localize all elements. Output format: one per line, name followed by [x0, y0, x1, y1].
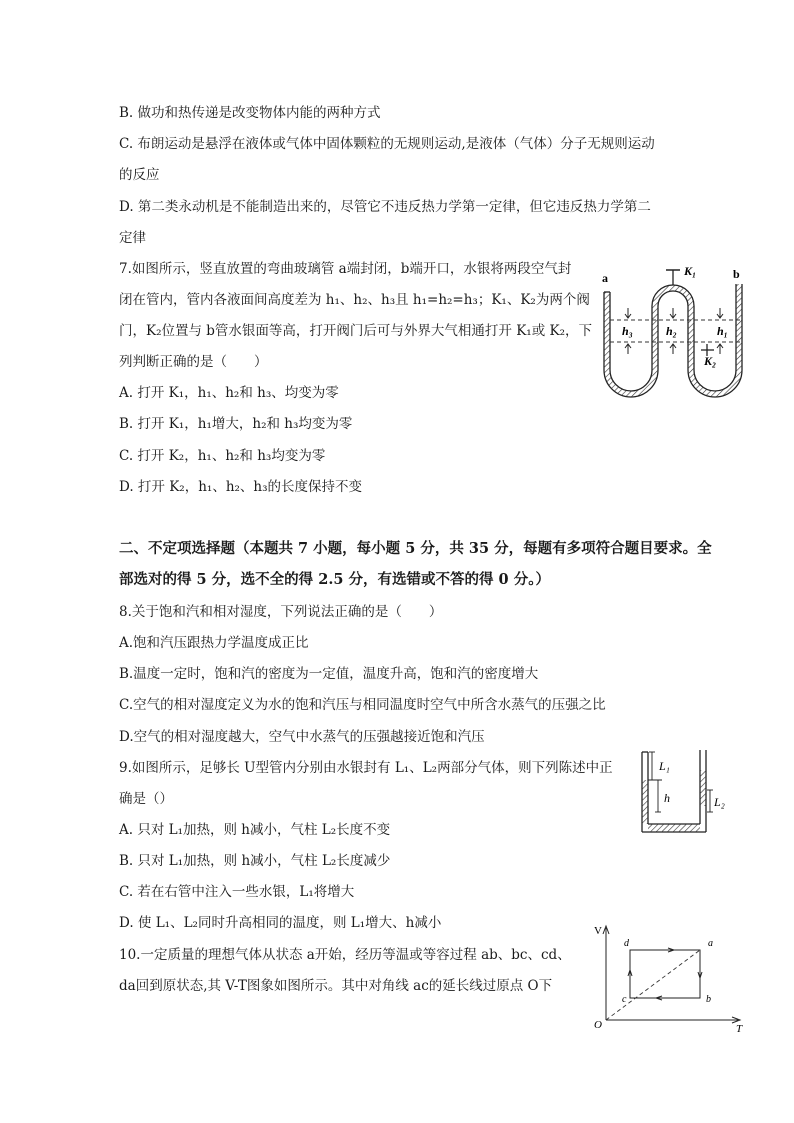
section2-title-line1: 二、不定项选择题（本题共 7 小题，每小题 5 分，共 35 分，每题有多项符合题目要求。全: [119, 540, 712, 557]
cycle-rect: [630, 950, 700, 998]
q6-option-d-line1: D. 第二类永动机是不能制造出来的，尽管它不违反热力学第一定律，但它违反热力学第二: [119, 199, 651, 215]
hatch-right-wall: [736, 284, 742, 370]
label-l1: L₁: [659, 759, 670, 773]
q10-stem-line2: da回到原状态,其 V-T图象如图所示。其中对角线 ac的延长线过原点 O下: [119, 978, 553, 994]
q6-option-c-line1: C. 布朗运动是悬浮在液体或气体中固体颗粒的无规则运动,是液体（气体）分子无规则运动: [119, 136, 655, 152]
label-point-b: b: [706, 994, 711, 1005]
q8-option-a: A.饱和汽压跟热力学温度成正比: [119, 635, 309, 651]
q9-stem-line1: 9.如图所示，足够长 U型管内分别由水银封有 L₁、L₂两部分气体，则下列陈述中正: [119, 760, 613, 776]
hatch-mid-right-wall: [688, 306, 694, 370]
label-h2: h₂: [666, 324, 677, 338]
hatch-bend-right: [688, 370, 742, 397]
q6-option-d-line2: 定律: [119, 230, 146, 246]
u-bottom-hatch: [648, 824, 700, 832]
label-h: h: [664, 791, 670, 805]
q9-option-b: B. 只对 L₁加热，则 h减小，气柱 L₂长度减少: [119, 853, 391, 869]
q8-stem: 8.关于饱和汽和相对湿度，下列说法正确的是（ ）: [119, 604, 443, 620]
label-point-c: c: [622, 994, 627, 1005]
label-h3: h₃: [622, 324, 633, 338]
hatch-top-arch: [652, 285, 694, 306]
hatch-left-wall: [604, 292, 610, 370]
q7-option-b: B. 打开 K₁，h₁增大，h₂和 h₃均变为零: [119, 416, 353, 432]
q6-option-b: B. 做功和热传递是改变物体内能的两种方式: [119, 105, 381, 121]
label-k1: K₁: [684, 264, 697, 278]
hatch-mid-left-wall: [652, 306, 658, 370]
arrow-h3-bottom: [625, 344, 631, 354]
label-k2: K₂: [704, 354, 717, 368]
label-t: T: [736, 1023, 743, 1035]
q9-u-tube-figure: [632, 748, 742, 838]
label-v: V: [594, 925, 602, 937]
q9-option-c: C. 若在右管中注入一些水银，L₁将增大: [119, 884, 355, 900]
label-point-d: d: [624, 938, 629, 949]
q9-stem-line2: 确是（）: [119, 791, 173, 807]
q8-option-c: C.空气的相对湿度定义为水的饱和汽压与相同温度时空气中所含水蒸气的压强之比: [119, 697, 606, 713]
arrow-h2-bottom: [670, 344, 676, 354]
q7-stem-line1: 7.如图所示，竖直放置的弯曲玻璃管 a端封闭，b端开口，水银将两段空气封: [119, 261, 572, 277]
label-a: a: [602, 271, 608, 285]
q9-option-a: A. 只对 L₁加热，则 h减小，气柱 L₂长度不变: [119, 822, 391, 838]
diagonal-oa: [606, 950, 700, 1020]
label-h1: h₁: [717, 324, 728, 338]
q10-vt-figure: [590, 920, 750, 1035]
section2-title-line2: 部选对的得 5 分，选不全的得 2.5 分，有选错或不答的得 0 分。）: [119, 571, 550, 588]
arrow-h1-top: [717, 308, 723, 318]
q8-option-b: B.温度一定时，饱和汽的密度为一定值，温度升高，饱和汽的密度增大: [119, 666, 539, 682]
label-o: O: [594, 1019, 602, 1031]
hatch-bend-left: [604, 370, 658, 397]
label-l2: L₂: [714, 795, 725, 809]
u-right-mercury: [700, 770, 706, 806]
q8-option-d: D.空气的相对湿度越大，空气中水蒸气的压强越接近饱和汽压: [119, 729, 485, 745]
q7-stem-line2: 闭在管内，管内各液面间高度差为 h₁、h₂、h₃且 h₁=h₂=h₃；K₁、K₂为两个阀: [119, 292, 590, 308]
q7-stem-line4: 列判断正确的是（ ）: [119, 354, 268, 370]
q7-tube-figure: [596, 262, 756, 412]
label-point-a: a: [708, 938, 713, 949]
arrow-h1-bottom: [717, 344, 723, 354]
u-left-mercury: [642, 780, 648, 824]
q10-stem-line1: 10.一定质量的理想气体从状态 a开始，经历等温或等容过程 ab、bc、cd、: [119, 947, 571, 963]
q7-stem-line3: 门，K₂位置与 b管水银面等高，打开阀门后可与外界大气相通打开 K₁或 K₂，下: [119, 323, 593, 339]
arrow-h3-top: [625, 308, 631, 318]
q9-option-d: D. 使 L₁、L₂同时升高相同的温度，则 L₁增大、h减小: [119, 915, 442, 931]
tube-outer-wall: [604, 284, 742, 397]
q7-option-c: C. 打开 K₂，h₁、h₂和 h₃均变为零: [119, 448, 326, 464]
arrow-h2-top: [670, 308, 676, 318]
q7-option-a: A. 打开 K₁，h₁、h₂和 h₃、均变为零: [119, 385, 339, 401]
q7-option-d: D. 打开 K₂，h₁、h₂、h₃的长度保持不变: [119, 479, 363, 495]
label-b: b: [733, 267, 740, 281]
q6-option-c-line2: 的反应: [119, 167, 160, 183]
